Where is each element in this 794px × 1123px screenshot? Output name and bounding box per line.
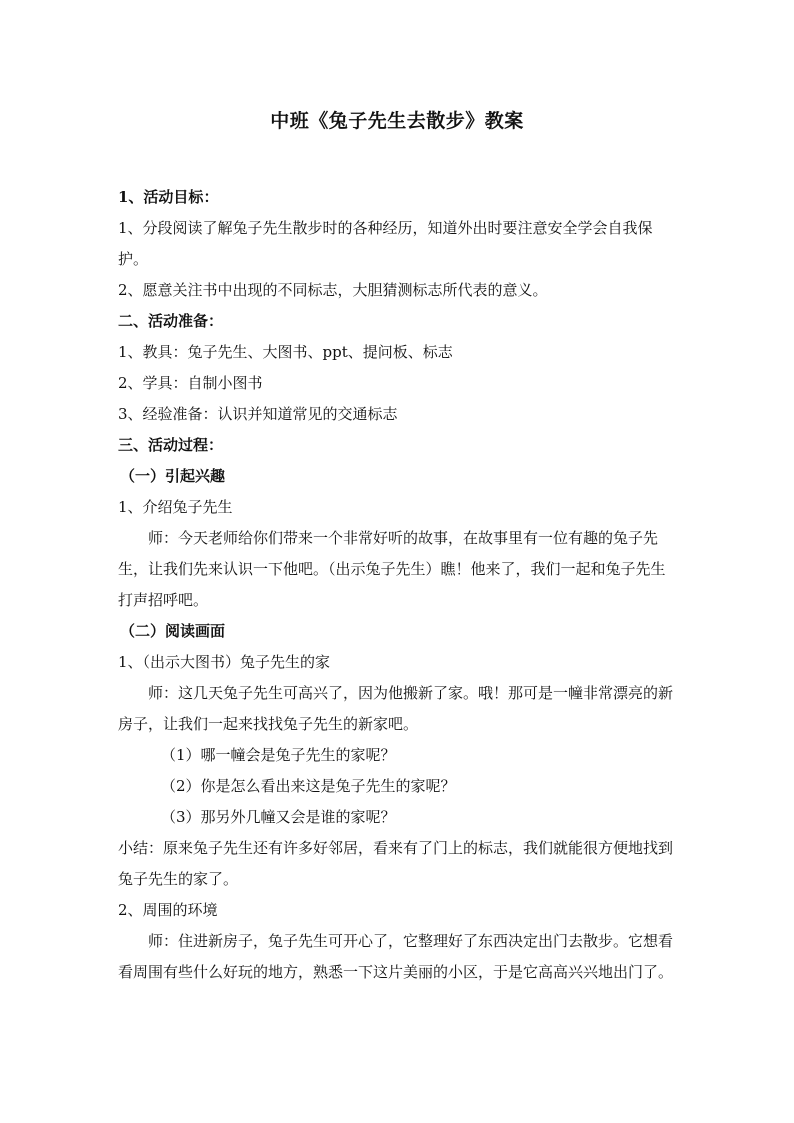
teacher-script-3: 师：住进新房子，兔子先生可开心了，它整理好了东西决定出门去散步。它想看看周围有些什么好玩的地方，熟悉一下这片美丽的小区，于是它高高兴兴地出门了。 — [118, 932, 674, 981]
subsection-heading-interest: （一）引起兴趣 — [120, 467, 226, 485]
question-3: （3）那另外几幢又会是谁的家呢？ — [161, 808, 396, 826]
step-introduce-rabbit: 1、介绍兔子先生 — [118, 498, 233, 516]
section-heading-process: 三、活动过程： — [118, 436, 224, 454]
section-heading-objectives: 1、活动目标： — [118, 188, 219, 206]
summary: 小结：原来兔子先生还有许多好邻居，看来有了门上的标志，我们就能很方便地找到兔子先生的家了。 — [118, 839, 674, 888]
objective-1: 1、分段阅读了解兔子先生散步时的各种经历，知道外出时要注意安全学会自我保护。 — [118, 219, 653, 268]
question-1: （1）哪一幢会是兔子先生的家呢？ — [161, 746, 396, 764]
section-heading-preparation: 二、活动准备： — [118, 312, 224, 330]
question-2: （2）你是怎么看出来这是兔子先生的家呢？ — [161, 777, 456, 795]
subsection-heading-reading: （二）阅读画面 — [120, 622, 226, 640]
teacher-script-1: 师：今天老师给你们带来一个非常好听的故事，在故事里有一位有趣的兔子先生，让我们先来认识一下他吧。（出示兔子先生）瞧！他来了，我们一起和兔子先生打声招呼吧。 — [118, 529, 666, 609]
document-title: 中班《兔子先生去散步》教案 — [270, 110, 524, 132]
prep-learning-aids: 2、学具：自制小图书 — [118, 374, 263, 392]
objective-2: 2、愿意关注书中出现的不同标志，大胆猜测标志所代表的意义。 — [118, 281, 548, 299]
teacher-script-2: 师：这几天兔子先生可高兴了，因为他搬新了家。哦！那可是一幢非常漂亮的新房子，让我们一起来找找兔子先生的新家吧。 — [118, 684, 674, 733]
prep-teaching-aids: 1、教具：兔子先生、大图书、ppt、提问板、标志 — [118, 343, 453, 361]
step-environment: 2、周围的环境 — [118, 901, 218, 919]
prep-experience: 3、经验准备：认识并知道常见的交通标志 — [118, 405, 398, 423]
document-body — [118, 182, 678, 988]
step-rabbit-home: 1、（出示大图书）兔子先生的家 — [118, 653, 331, 671]
